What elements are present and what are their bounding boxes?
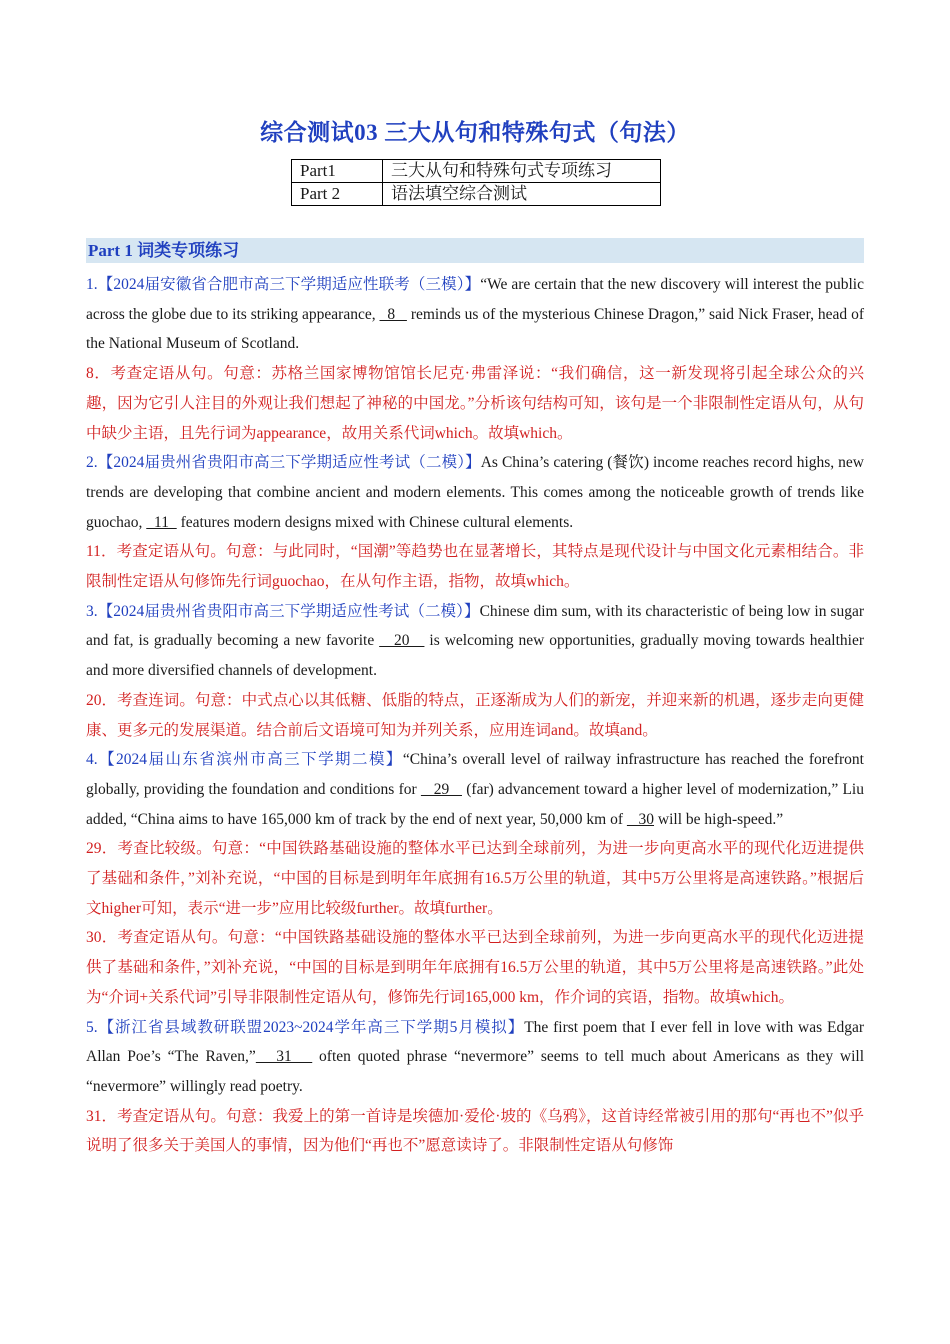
question-source: 【2024届贵州省贵阳市高三下学期适应性考试（二模）】 xyxy=(97,602,480,620)
question-number: 5. xyxy=(86,1018,98,1036)
contents-part: Part1 xyxy=(292,160,383,183)
question-before: “China’s overall level of railway infrastructure has reached the forefront globally, providing the foundation and conditions for xyxy=(86,751,864,798)
question-number: 4. xyxy=(86,751,98,769)
answer-blank: 20 xyxy=(379,632,425,650)
question-mid: (far) advancement toward a higher level of modernization,” Liu added, “China aims to have 165,000 km of track by the end of next year, 50,000 km of xyxy=(86,780,864,828)
question-item xyxy=(86,448,864,597)
answer-explanation: 11．考查定语从句。句意：与此同时，“国潮”等趋势也在显著增长，其特点是现代设计与中国文化元素相结合。非限制性定语从句修饰先行词guochao，在从句作主语，指物，故填which。 xyxy=(86,543,864,591)
contents-part: Part 2 xyxy=(292,183,383,206)
question-text xyxy=(86,597,864,686)
question-text xyxy=(86,448,864,537)
question-text xyxy=(86,745,864,834)
question-source: 【2024届贵州省贵阳市高三下学期适应性考试（二模）】 xyxy=(97,454,481,472)
answer-explanation: 8．考查定语从句。句意：苏格兰国家博物馆馆长尼克·弗雷泽说：“我们确信，这一新发现将引起全球公众的兴趣，因为它引人注目的外观让我们想起了神秘的中国龙。”分析该句结构可知，该句是一个非限制性定语从句，从句中缺少主语，且先行词为appearance，故用关系代词which。故填which。 xyxy=(86,365,864,442)
question-before: “We are certain that the new discovery will interest the public across the globe due to its striking appearance, xyxy=(86,276,864,323)
contents-table xyxy=(291,159,661,206)
answer-blank: 29 xyxy=(420,780,462,798)
contents-row xyxy=(292,183,661,206)
section-header: Part 1 词类专项练习 xyxy=(86,238,864,263)
question-item xyxy=(86,270,864,448)
question-item xyxy=(86,597,864,746)
question-number: 2. xyxy=(86,454,98,472)
question-list xyxy=(86,270,864,1161)
question-item xyxy=(86,745,864,1012)
question-before: The first poem that I ever fell in love with was Edgar Allan Poe’s “The Raven,” xyxy=(86,1018,864,1066)
question-text xyxy=(86,270,864,359)
question-source: 【2024届安徽省合肥市高三下学期适应性联考（三模）】 xyxy=(97,276,481,293)
question-before: Chinese dim sum, with its characteristic of being low in sugar and fat, is gradually becoming a new favorite xyxy=(86,602,864,650)
answer-explanation: 31．考查定语从句。句意：我爱上的第一首诗是埃德加·爱伦·坡的《乌鸦》，这首诗经常被引用的那句“再也不”似乎说明了很多关于美国人的事情，因为他们“再也不”愿意读诗了。非限制性定语从句修饰 xyxy=(86,1107,864,1155)
question-before: As China’s catering (餐饮) income reaches record highs, new trends are developing that combine ancient and modern elements. This comes among the noticeable growth of trends like guochao, xyxy=(86,454,864,531)
answer-blank: 8 xyxy=(379,305,407,323)
contents-row xyxy=(292,160,661,183)
answer-blank: 31 xyxy=(255,1048,313,1066)
answer-explanation: 29．考查比较级。句意：“中国铁路基础设施的整体水平已达到全球前列，为进一步向更高水平的现代化迈进提供了基础和条件，”刘补充说，“中国的目标是到明年年底拥有16.5万公里的轨道，其中5万公里将是高速铁路。”根据后文higher可知，表示“进一步”应用比较级further。故填further。 xyxy=(86,840,864,917)
answer-explanation: 30．考查定语从句。句意：“中国铁路基础设施的整体水平已达到全球前列，为进一步向更高水平的现代化迈进提供了基础和条件，”刘补充说，“中国的目标是到明年年底拥有16.5万公里的轨道，其中5万公里将是高速铁路。”此处为“介词+关系代词”引导非限制性定语从句，修饰先行词165,000 km，作介词的宾语，指物。故填which。 xyxy=(86,929,864,1006)
answer-explanation: 20．考查连词。句意：中式点心以其低糖、低脂的特点，正逐渐成为人们的新宠，并迎来新的机遇，逐步走向更健康、更多元的发展渠道。结合前后文语境可知为并列关系，应用连词and。故填and。 xyxy=(86,691,864,739)
question-mid: features modern designs mixed with Chinese cultural elements. xyxy=(176,513,574,531)
question-source: 【浙江省县域教研联盟2023~2024学年高三下学期5月模拟】 xyxy=(97,1018,525,1036)
page-title: 综合测试03 三大从句和特殊句式（句法） xyxy=(260,120,690,145)
question-after: will be high-speed.” xyxy=(654,810,784,828)
question-text xyxy=(86,1013,864,1102)
question-number: 1. xyxy=(86,276,98,293)
question-item xyxy=(86,1013,864,1162)
contents-desc: 三大从句和特殊句式专项练习 xyxy=(383,160,661,183)
question-mid: is welcoming new opportunities, gradually moving towards healthier and more diversified channels of development. xyxy=(86,632,865,680)
question-source: 【2024届山东省滨州市高三下学期二模】 xyxy=(97,751,403,769)
answer-blank: 30 xyxy=(626,810,655,828)
answer-blank: 11 xyxy=(146,513,177,531)
question-mid: often quoted phrase “nevermore” seems to tell much about Americans as they will “nevermore” willingly read poetry. xyxy=(86,1048,864,1095)
question-mid: reminds us of the mysterious Chinese Dragon,” said Nick Fraser, head of the National Museum of Scotland. xyxy=(86,305,864,353)
contents-desc: 语法填空综合测试 xyxy=(383,183,661,206)
question-number: 3. xyxy=(86,602,98,620)
